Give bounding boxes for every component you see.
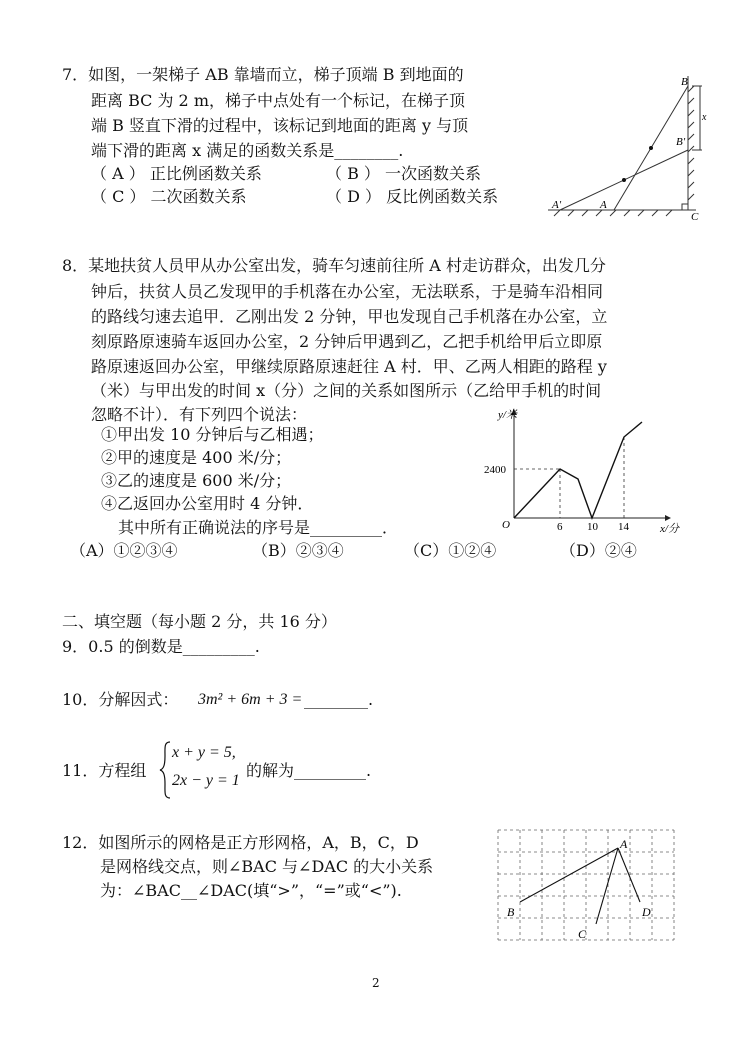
q8-option-d: （D）②④: [560, 541, 637, 560]
q7-option-b: （ B ） 一次函数关系: [326, 164, 482, 183]
label-b-prime: B′: [676, 136, 686, 148]
x-tick-14: 14: [618, 521, 629, 533]
q12-line-3: 为：∠BAC__∠DAC(填“>”，“=”或“<”).: [100, 881, 402, 900]
q8-claim-4: ④乙返回办公室用时 4 分钟．: [101, 494, 314, 513]
label-c: C: [691, 211, 699, 222]
y-axis-label: y/米: [498, 409, 517, 421]
q8-option-b: （B）②③④: [252, 541, 344, 560]
q10-prefix: 10．分解因式：: [62, 690, 179, 709]
q8-line-1: 8．某地扶贫人员甲从办公室出发，骑车匀速前往所 A 村走访群众，出发几分: [62, 256, 606, 275]
q8-ask: 其中所有正确说法的序号是_________．: [118, 518, 399, 537]
q7-option-c: （ C ） 二次函数关系: [91, 187, 247, 206]
distance-time-graph: [474, 402, 694, 538]
q8-line-2: 钟后，扶贫人员乙发现甲的手机落在办公室，无法联系，于是骑车沿相同: [91, 282, 604, 301]
label-b: B: [681, 76, 688, 88]
q8-option-a: （A）①②③④: [70, 541, 178, 560]
q10-blank: ________.: [304, 690, 374, 709]
section-2-title: 二、填空题（每小题 2 分，共 16 分）: [62, 612, 337, 631]
q10-expression: 3m² + 6m + 3 =: [198, 691, 303, 708]
grid-angle-figure: [494, 826, 680, 952]
q12-line-1: 12．如图所示的网格是正方形网格，A，B，C，D: [62, 833, 419, 852]
q8-line-3: 的路线匀速去追甲．乙刚出发 2 分钟，甲也发现自己手机落在办公室，立: [91, 307, 608, 326]
label-c: C: [578, 927, 587, 941]
q7-option-d: （ D ） 反比例函数关系: [326, 187, 499, 206]
q8-line-7: 忽略不计）．有下列四个说法：: [91, 405, 308, 424]
q11-prefix: 11．方程组: [62, 761, 147, 780]
x-axis-label: x/分: [660, 523, 679, 535]
label-b: B: [507, 905, 515, 919]
square-grid: [498, 830, 674, 940]
label-a-prime: A′: [552, 199, 562, 211]
ladder-figure: [538, 72, 708, 222]
q12-line-2: 是网格线交点，则∠BAC 与∠DAC 的大小关系: [100, 857, 434, 876]
q7-line-2: 距离 BC 为 2 m，梯子中点处有一个标记，在梯子顶: [91, 91, 465, 110]
q11-equation-1: x + y = 5,: [172, 744, 236, 761]
segment-ba: [520, 848, 618, 902]
right-angle-mark: [682, 204, 688, 210]
q8-line-5: 路原速返回办公室，甲继续原路原速赶往 A 村．甲、乙两人相距的路程 y: [91, 357, 607, 376]
midpoint-ab: [649, 146, 653, 150]
q11-brace: [158, 740, 172, 800]
q8-claim-2: ②甲的速度是 400 米/分；: [101, 448, 292, 467]
q7-option-a: （ A ） 正比例函数关系: [91, 164, 262, 183]
label-x: x: [702, 112, 707, 123]
x-tick-10: 10: [587, 521, 598, 533]
q8-option-c: （C）①②④: [404, 541, 497, 560]
label-a: A: [620, 837, 628, 851]
q8-line-6: （米）与甲出发的时间 x（分）之间的关系如图所示（乙给甲手机的时间: [91, 381, 602, 400]
wall-hatch: [688, 86, 694, 200]
segment-ac: [596, 848, 618, 924]
origin-label: O: [502, 519, 510, 531]
q7-line-1: 7．如图，一架梯子 AB 靠墙而立，梯子顶端 B 到地面的: [62, 65, 464, 84]
distance-polyline: [514, 422, 642, 518]
label-a: A: [600, 199, 607, 211]
ground-hatch: [554, 210, 672, 216]
q11-equation-2: 2x − y = 1: [172, 772, 240, 789]
q11-suffix: 的解为_________.: [246, 761, 372, 780]
q7-line-3: 端 B 竖直下滑的过程中，该标记到地面的距离 y 与顶: [91, 116, 469, 135]
label-d: D: [642, 905, 651, 919]
q8-line-4: 刻原路原速骑车返回办公室，2 分钟后甲遇到乙，乙把手机给甲后立即原: [91, 332, 603, 351]
q8-claim-3: ③乙的速度是 600 米/分；: [101, 471, 292, 490]
page-number: 2: [372, 976, 380, 990]
q9-text: 9．0.5 的倒数是_________.: [62, 637, 260, 656]
q7-line-4: 端下滑的距离 x 满足的函数关系是________.: [91, 141, 404, 160]
q8-claim-1: ①甲出发 10 分钟后与乙相遇；: [101, 425, 324, 444]
segment-ad: [618, 848, 640, 902]
y-tick-2400: 2400: [484, 464, 506, 476]
midpoint-a-prime-b-prime: [622, 178, 626, 182]
x-tick-6: 6: [557, 521, 563, 533]
